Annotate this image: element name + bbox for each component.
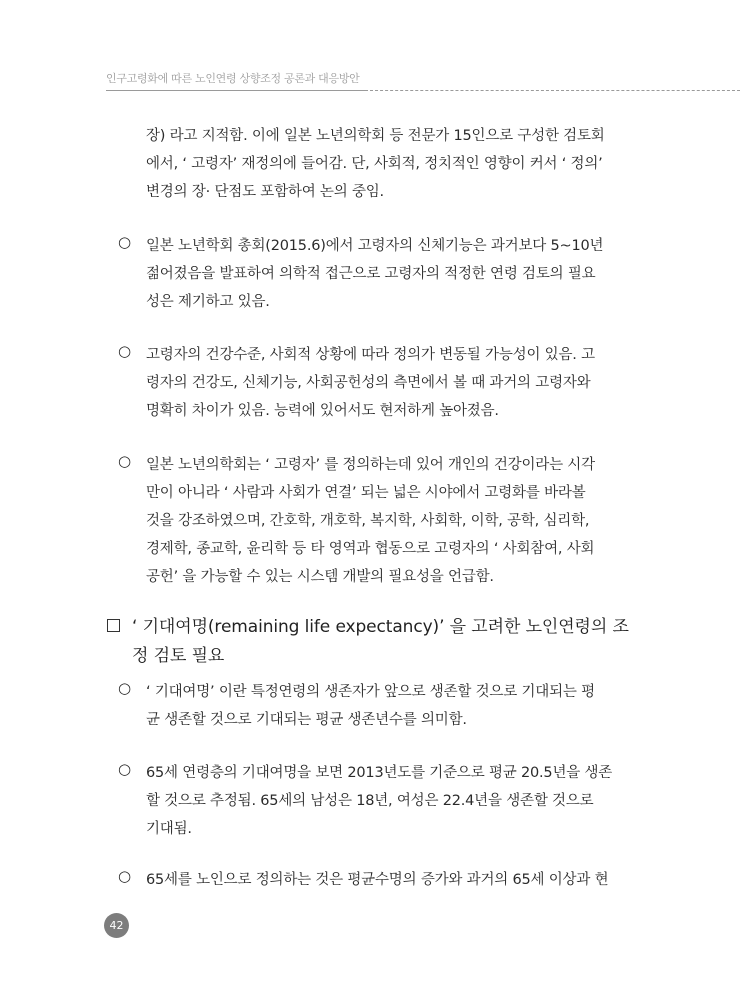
section-heading-line: ‘ 기대여명(remaining life expectancy)’ 을 고려한 노인연령의 조	[132, 617, 629, 637]
circle-bullet-icon: ○	[118, 679, 132, 697]
text-line: 65세 연령층의 기대여명을 보면 2013년도를 기준으로 평균 20.5년을 생존	[146, 765, 613, 781]
section-heading-line: 정 검토 필요	[132, 646, 225, 666]
text-line: 명확히 차이가 있음. 능력에 있어서도 현저하게 높아졌음.	[146, 403, 499, 419]
text-line: 고령자의 건강수준, 사회적 상황에 따라 정의가 변동될 가능성이 있음. 고	[146, 347, 595, 363]
circle-bullet-icon: ○	[118, 452, 132, 470]
circle-bullet-icon: ○	[118, 760, 132, 778]
circle-bullet-icon: ○	[118, 233, 132, 251]
text-line: 장) 라고 지적함. 이에 일본 노년의학회 등 전문가 15인으로 구성한 검토회	[146, 128, 605, 144]
text-line: 일본 노년의학회는 ‘ 고령자’ 를 정의하는데 있어 개인의 건강이라는 시각	[146, 457, 595, 473]
text-line: 할 것으로 추정됨. 65세의 남성은 18년, 여성은 22.4년을 생존할 것으로	[146, 793, 594, 809]
page-number-badge: 42	[104, 913, 129, 938]
text-line: 공헌’ 을 가능할 수 있는 시스템 개발의 필요성을 언급함.	[146, 569, 494, 585]
circle-bullet-icon: ○	[118, 867, 132, 885]
text-line: 령자의 건강도, 신체기능, 사회공헌성의 측면에서 볼 때 과거의 고령자와	[146, 375, 591, 391]
header-rule	[106, 90, 368, 91]
text-line: 65세를 노인으로 정의하는 것은 평균수명의 증가와 과거의 65세 이상과 현	[146, 872, 609, 888]
text-line: 만이 아니라 ‘ 사람과 사회가 연결’ 되는 넓은 시야에서 고령화를 바라볼	[146, 485, 586, 501]
text-line: 것을 강조하였으며, 간호학, 개호학, 복지학, 사회학, 이학, 공학, 심리학,	[146, 513, 590, 529]
text-line: 경제학, 종교학, 윤리학 등 타 영역과 협동으로 고령자의 ‘ 사회참여, 사회	[146, 541, 595, 557]
text-line: 균 생존할 것으로 기대되는 평균 생존년수를 의미함.	[146, 712, 467, 728]
text-line: ‘ 기대여명’ 이란 특정연령의 생존자가 앞으로 생존할 것으로 기대되는 평	[146, 684, 595, 700]
text-line: 젊어졌음을 발표하여 의학적 접근으로 고령자의 적정한 연령 검토의 필요	[146, 266, 596, 282]
text-line: 성은 제기하고 있음.	[146, 294, 270, 310]
text-line: 기대됨.	[146, 821, 192, 837]
header-dashed-rule	[370, 90, 740, 91]
text-line: 일본 노년학회 총회(2015.6)에서 고령자의 신체기능은 과거보다 5~10년	[146, 238, 604, 254]
text-line: 에서, ‘ 고령자’ 재정의에 들어감. 단, 사회적, 정치적인 영향이 커서 ‘ 정의’	[146, 156, 603, 172]
circle-bullet-icon: ○	[118, 342, 132, 360]
text-line: 변경의 장· 단점도 포함하여 논의 중임.	[146, 184, 384, 200]
square-bullet-icon	[107, 619, 120, 632]
running-title: 인구고령화에 따른 노인연령 상향조정 공론과 대응방안	[106, 72, 360, 85]
